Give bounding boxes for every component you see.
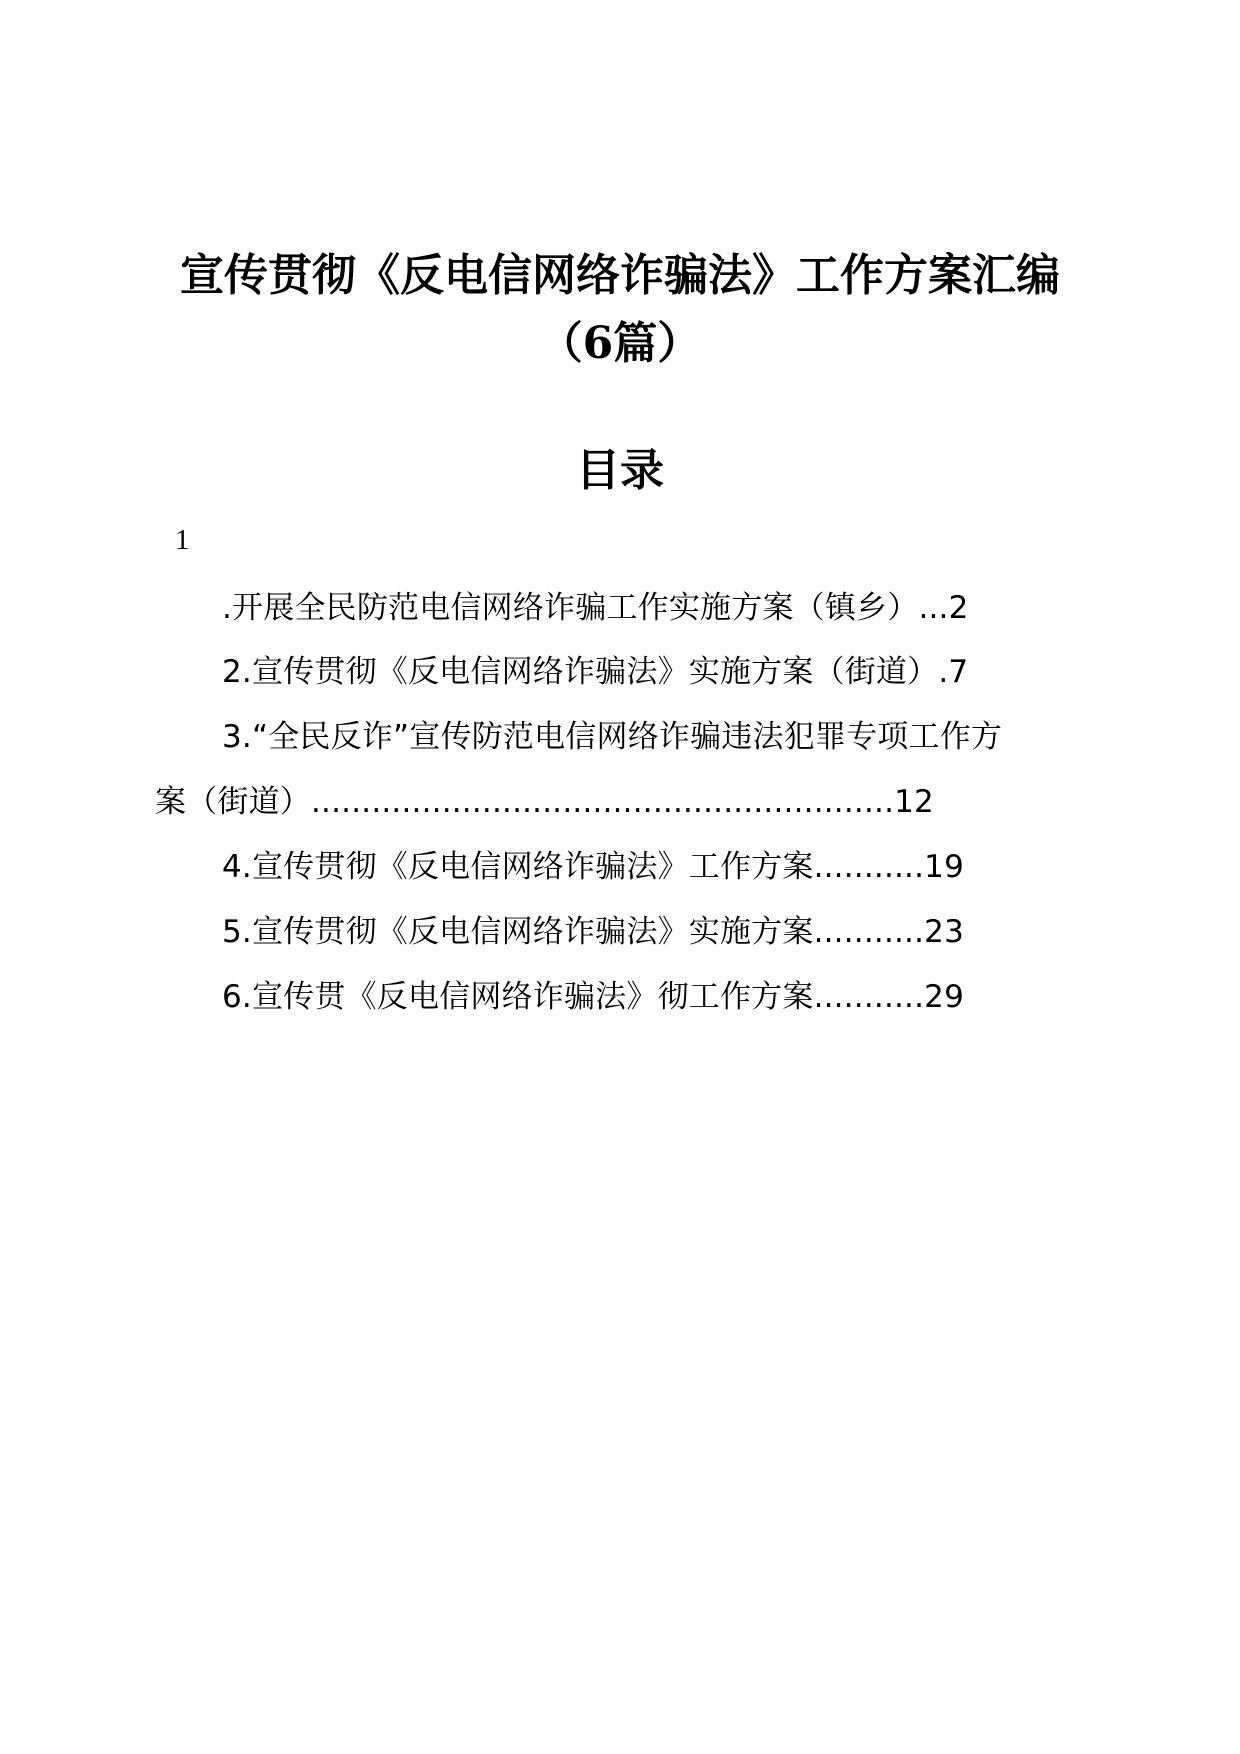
toc-entry-3: 3.“全民反诈”宣传防范电信网络诈骗违法犯罪专项工作方 xyxy=(222,719,1003,755)
toc-entry-6: 6.宣传贯《反电信网络诈骗法》彻工作方案...........29 xyxy=(222,979,965,1015)
document-title-line-1: 宣传贯彻《反电信网络诈骗法》工作方案汇编 xyxy=(180,250,1060,301)
toc-entry-3-continuation: 案（街道）..........................................................12 xyxy=(155,784,934,820)
document-title-line-2: （6篇） xyxy=(538,318,702,369)
toc-entry-4: 4.宣传贯彻《反电信网络诈骗法》工作方案...........19 xyxy=(222,849,965,885)
toc-entry-5: 5.宣传贯彻《反电信网络诈骗法》实施方案...........23 xyxy=(222,914,965,950)
toc-heading: 目录 xyxy=(576,445,664,496)
stray-page-number: 1 xyxy=(175,524,190,556)
toc-entry-1: .开展全民防范电信网络诈骗工作实施方案（镇乡）...2 xyxy=(222,590,969,626)
toc-entry-2: 2.宣传贯彻《反电信网络诈骗法》实施方案（街道）.7 xyxy=(222,654,969,690)
